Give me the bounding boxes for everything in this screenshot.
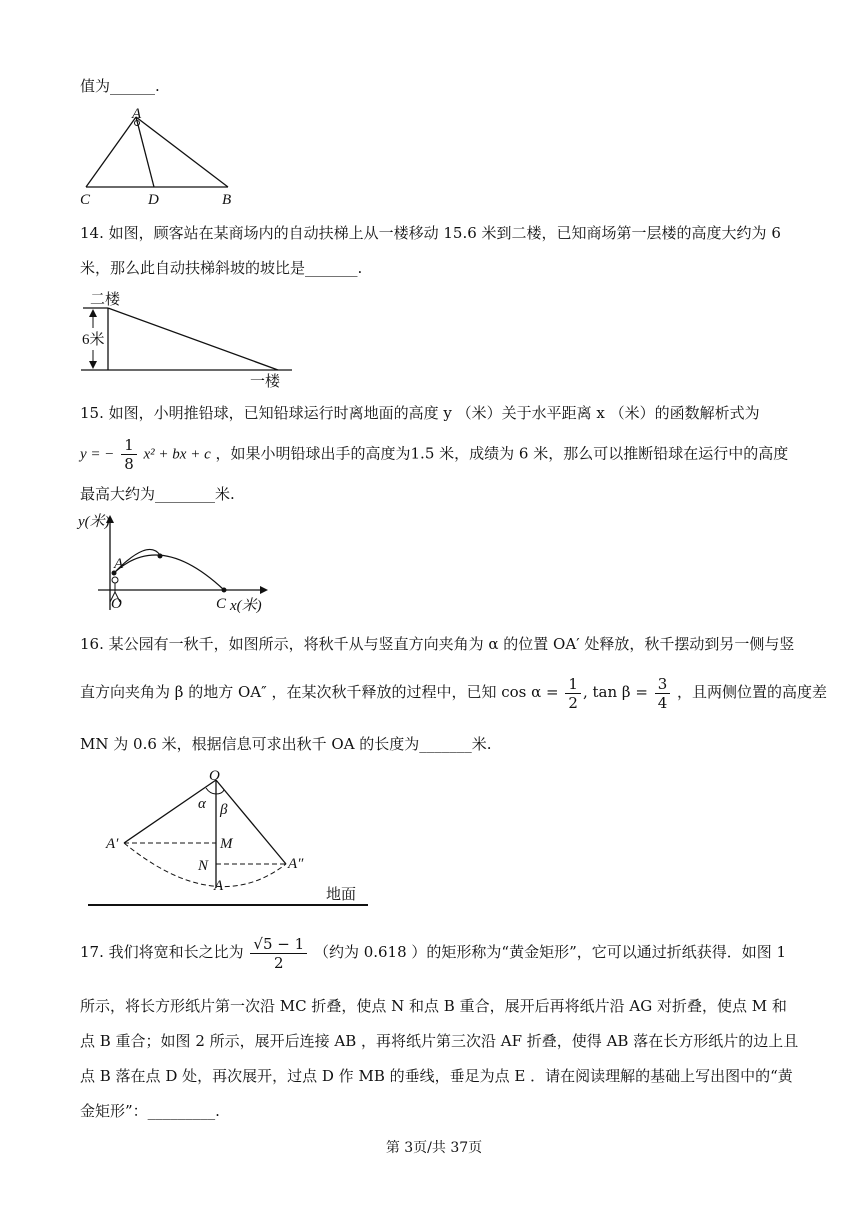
- q15-line3: 最高大约为________米.: [80, 485, 235, 503]
- point-label-o: O: [209, 768, 220, 784]
- point-label-a: A: [214, 878, 224, 894]
- axis-label-y: y(米): [78, 514, 110, 530]
- point-label-b: B: [222, 192, 232, 208]
- label-second-floor: 二楼: [90, 292, 121, 308]
- figure-swing: [88, 768, 378, 910]
- q15-line2: [80, 436, 788, 473]
- figure-triangle-abc: [78, 108, 238, 208]
- angle-label-beta: β: [220, 802, 228, 818]
- q14-line2: 米，那么此自动扶梯斜坡的坡比是_______.: [80, 259, 363, 277]
- point-label-d: D: [148, 192, 159, 208]
- point-label-a: A: [114, 556, 124, 572]
- q13-tail-text: 值为______.: [80, 77, 160, 95]
- point-label-c: C: [80, 192, 91, 208]
- q16-line3: MN 为 0.6 米，根据信息可求出秋千 OA 的长度为_______米.: [80, 735, 492, 753]
- axis-label-x: x(米): [230, 598, 262, 614]
- label-height-6m: 6米: [82, 332, 105, 348]
- formula-rhs: x² + bx + c: [143, 446, 211, 463]
- tan-fraction: $\frac{3}{4}$: [655, 675, 671, 712]
- formula-fraction: $\frac{1}{8}$: [121, 436, 137, 473]
- formula-lhs: y = −: [80, 446, 115, 463]
- page-footer: 第 3页/共 37页: [385, 1140, 483, 1156]
- point-label-a-double-prime: A″: [288, 856, 304, 872]
- point-label-a-prime: A′: [106, 836, 119, 852]
- figure-escalator: [78, 288, 298, 388]
- figure-parabola: [78, 510, 278, 615]
- q17-line3: 点 B 重合；如图 2 所示，展开后连接 AB ，再将纸片第三次沿 AF 折叠，使得 AB 落在长方形纸片的边上且: [80, 1032, 799, 1050]
- point-label-m: M: [220, 836, 233, 852]
- q17-line4: 点 B 落在点 D 处，再次展开，过点 D 作 MB 的垂线，垂足为点 E ．请在阅读理解的基础上写出图中的“黄: [80, 1067, 793, 1085]
- point-label-a: A: [132, 106, 142, 122]
- q14-line1: 14. 如图，顾客站在某商场内的自动扶梯上从一楼移动 15.6 米到二楼，已知商场第一层楼的高度大约为 6: [80, 224, 781, 242]
- q15-line2-rest: ，如果小明铅球出手的高度为1.5 米，成绩为 6 米，那么可以推断铅球在运行中的高度: [215, 444, 789, 463]
- golden-ratio-fraction: $\frac{√5 - 1}{2}$: [250, 935, 307, 972]
- q15-line1: 15. 如图，小明推铅球，已知铅球运行时离地面的高度 y （米）关于水平距离 x （米）的函数解析式为: [80, 404, 760, 422]
- q16-line2: 直方向夹角为 β 的地方 OA″ ，在某次秋千释放的过程中，已知 cos α = $\frac{1}{2}$ , tan β = $\frac{3}{4}$ ，且两侧位置的高度差: [80, 674, 828, 712]
- cos-fraction: $\frac{1}{2}$: [565, 675, 581, 712]
- q17-line2: 所示，将长方形纸片第一次沿 MC 折叠，使点 N 和点 B 重合，展开后再将纸片沿 AG 对折叠，使点 M 和: [80, 997, 787, 1015]
- q16-line1: 16. 某公园有一秋千，如图所示，将秋千从与竖直方向夹角为 α 的位置 OA′ 处释放，秋千摆动到另一侧与竖: [80, 635, 795, 653]
- label-ground: 地面: [326, 887, 357, 903]
- point-label-c: C: [216, 596, 227, 612]
- q17-line5: 金矩形”：_________.: [80, 1102, 220, 1120]
- label-first-floor: 一楼: [250, 374, 281, 390]
- point-label-n: N: [198, 858, 209, 874]
- point-label-o: O: [111, 596, 122, 612]
- angle-label-alpha: α: [198, 796, 206, 812]
- q17-line1: 17. 我们将宽和长之比为 $\frac{√5 - 1}{2}$ （约为 0.618 ）的矩形称为“黄金矩形”，它可以通过折纸获得．如图 1: [80, 934, 787, 972]
